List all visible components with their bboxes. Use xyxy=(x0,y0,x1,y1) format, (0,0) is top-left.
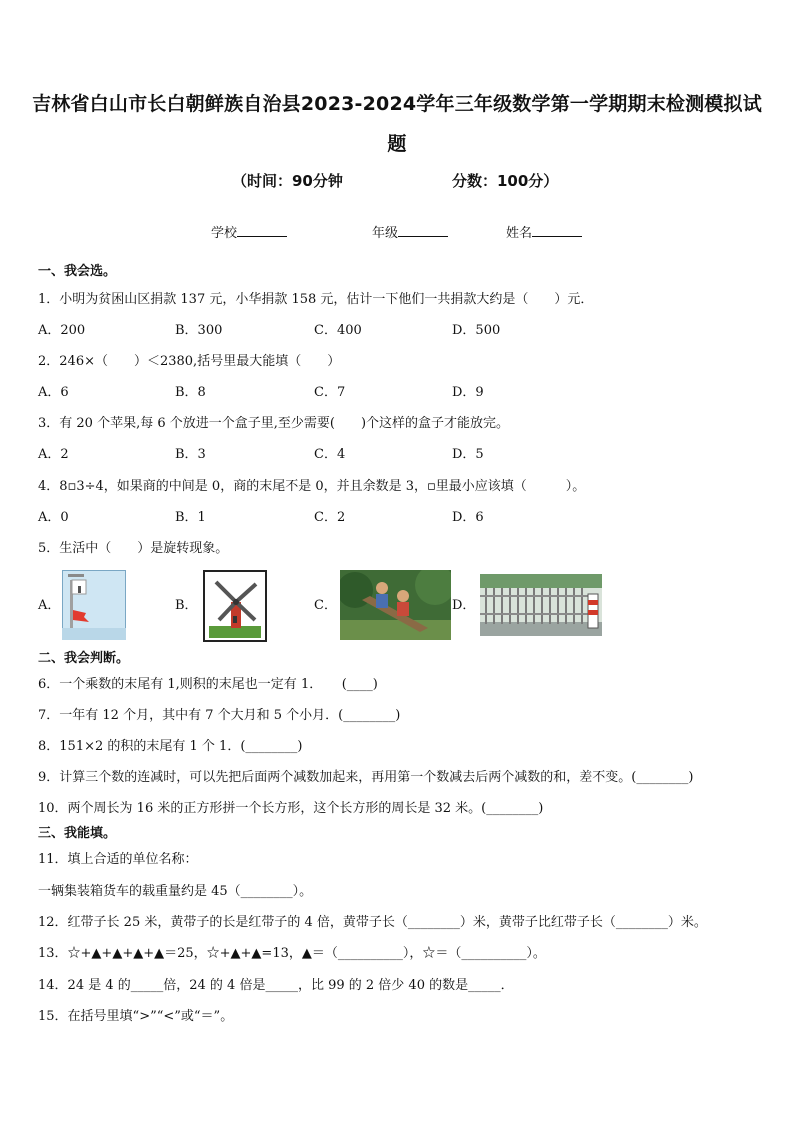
section-choose: 一、我会选。 xyxy=(38,264,117,279)
question-14[interactable]: 14．24 是 4 的_____倍，24 的 4 倍是_____，比 99 的 2 倍少 40 的数是_____． xyxy=(38,978,514,993)
question-15: 15．在括号里填“>”“<”或“＝”。 xyxy=(38,1009,234,1024)
q4-option-d[interactable]: D．6 xyxy=(452,510,484,525)
q3-option-a[interactable]: A．2 xyxy=(38,447,69,462)
section-judge: 二、我会判断。 xyxy=(38,651,130,666)
q1-option-a[interactable]: A．200 xyxy=(38,323,86,338)
question-11-item[interactable]: 一辆集装箱货车的载重量约是 45（________）。 xyxy=(38,884,313,899)
name-blank[interactable] xyxy=(532,224,582,237)
q1-option-c[interactable]: C．400 xyxy=(314,323,362,338)
grade-blank[interactable] xyxy=(398,224,448,237)
question-7[interactable]: 7．一年有 12 个月，其中有 7 个大月和 5 个小月．(________) xyxy=(38,708,401,723)
q2-option-a[interactable]: A．6 xyxy=(38,385,69,400)
question-12[interactable]: 12．红带子长 25 米，黄带子的长是红带子的 4 倍，黄带子长（________）米，黄带子比红带子长（________）米。 xyxy=(38,915,707,930)
section-fill: 三、我能填。 xyxy=(38,826,117,841)
question-4: 4．8▫3÷4，如果商的中间是 0，商的末尾不是 0，并且余数是 3，▫里最小应该填（ ）。 xyxy=(38,479,586,494)
flag-raising-icon xyxy=(62,570,126,640)
question-6[interactable]: 6．一个乘数的末尾有 1,则积的末尾也一定有 1． (____) xyxy=(38,677,378,692)
question-1: 1．小明为贫困山区捐款 137 元，小华捐款 158 元，估计一下他们一共捐款大约是（ ）元． xyxy=(38,292,594,307)
exam-time: （时间：90分钟 xyxy=(232,172,343,190)
q5-option-c[interactable]: C． xyxy=(314,598,337,613)
question-13[interactable]: 13．☆+▲+▲+▲+▲＝25，☆+▲+▲=13，▲＝（__________），☆＝（__________）。 xyxy=(38,946,546,961)
question-10[interactable]: 10．两个周长为 16 米的正方形拼一个长方形，这个长方形的周长是 32 米。(________) xyxy=(38,801,544,816)
q5-option-a[interactable]: A． xyxy=(38,598,61,613)
slide-image[interactable] xyxy=(340,570,451,640)
q5-option-b[interactable]: B． xyxy=(175,598,198,613)
q5-option-d[interactable]: D． xyxy=(452,598,476,613)
q4-option-a[interactable]: A．0 xyxy=(38,510,69,525)
q4-option-b[interactable]: B．1 xyxy=(175,510,206,525)
name-label: 姓名 xyxy=(506,226,533,241)
q1-option-d[interactable]: D．500 xyxy=(452,323,501,338)
q4-option-c[interactable]: C．2 xyxy=(314,510,346,525)
q2-option-d[interactable]: D．9 xyxy=(452,385,484,400)
flag-raising-image[interactable] xyxy=(62,570,126,640)
question-5: 5．生活中（ ）是旋转现象。 xyxy=(38,541,229,556)
q3-option-c[interactable]: C．4 xyxy=(314,447,346,462)
exam-score: 分数：100分） xyxy=(452,172,559,190)
retractable-gate-image[interactable] xyxy=(480,574,602,636)
question-9[interactable]: 9．计算三个数的连减时，可以先把后面两个减数加起来，再用第一个数减去后两个减数的和，差不变。(________) xyxy=(38,770,694,785)
school-blank[interactable] xyxy=(237,224,287,237)
q3-option-d[interactable]: D．5 xyxy=(452,447,484,462)
q2-option-b[interactable]: B．8 xyxy=(175,385,206,400)
question-2: 2．246×（ ）＜2380,括号里最大能填（ ） xyxy=(38,354,341,369)
name-field[interactable] xyxy=(506,222,582,241)
question-8[interactable]: 8．151×2 的积的末尾有 1 个 1．(________) xyxy=(38,739,303,754)
grade-label: 年级 xyxy=(372,226,399,241)
q1-option-b[interactable]: B．300 xyxy=(175,323,223,338)
windmill-icon xyxy=(203,570,267,642)
windmill-image[interactable] xyxy=(203,570,267,642)
slide-icon xyxy=(340,570,451,640)
school-label: 学校 xyxy=(211,226,238,241)
gate-icon xyxy=(480,574,602,636)
question-11: 11．填上合适的单位名称： xyxy=(38,852,198,867)
q3-option-b[interactable]: B．3 xyxy=(175,447,206,462)
q2-option-c[interactable]: C．7 xyxy=(314,385,346,400)
page-title: 吉林省白山市长白朝鲜族自治县2023-2024学年三年级数学第一学期期末检测模拟试题 xyxy=(32,93,762,155)
school-field[interactable] xyxy=(211,222,287,241)
question-3: 3．有 20 个苹果,每 6 个放进一个盒子里,至少需要( )个这样的盒子才能放完。 xyxy=(38,416,510,431)
grade-field[interactable] xyxy=(372,222,448,241)
